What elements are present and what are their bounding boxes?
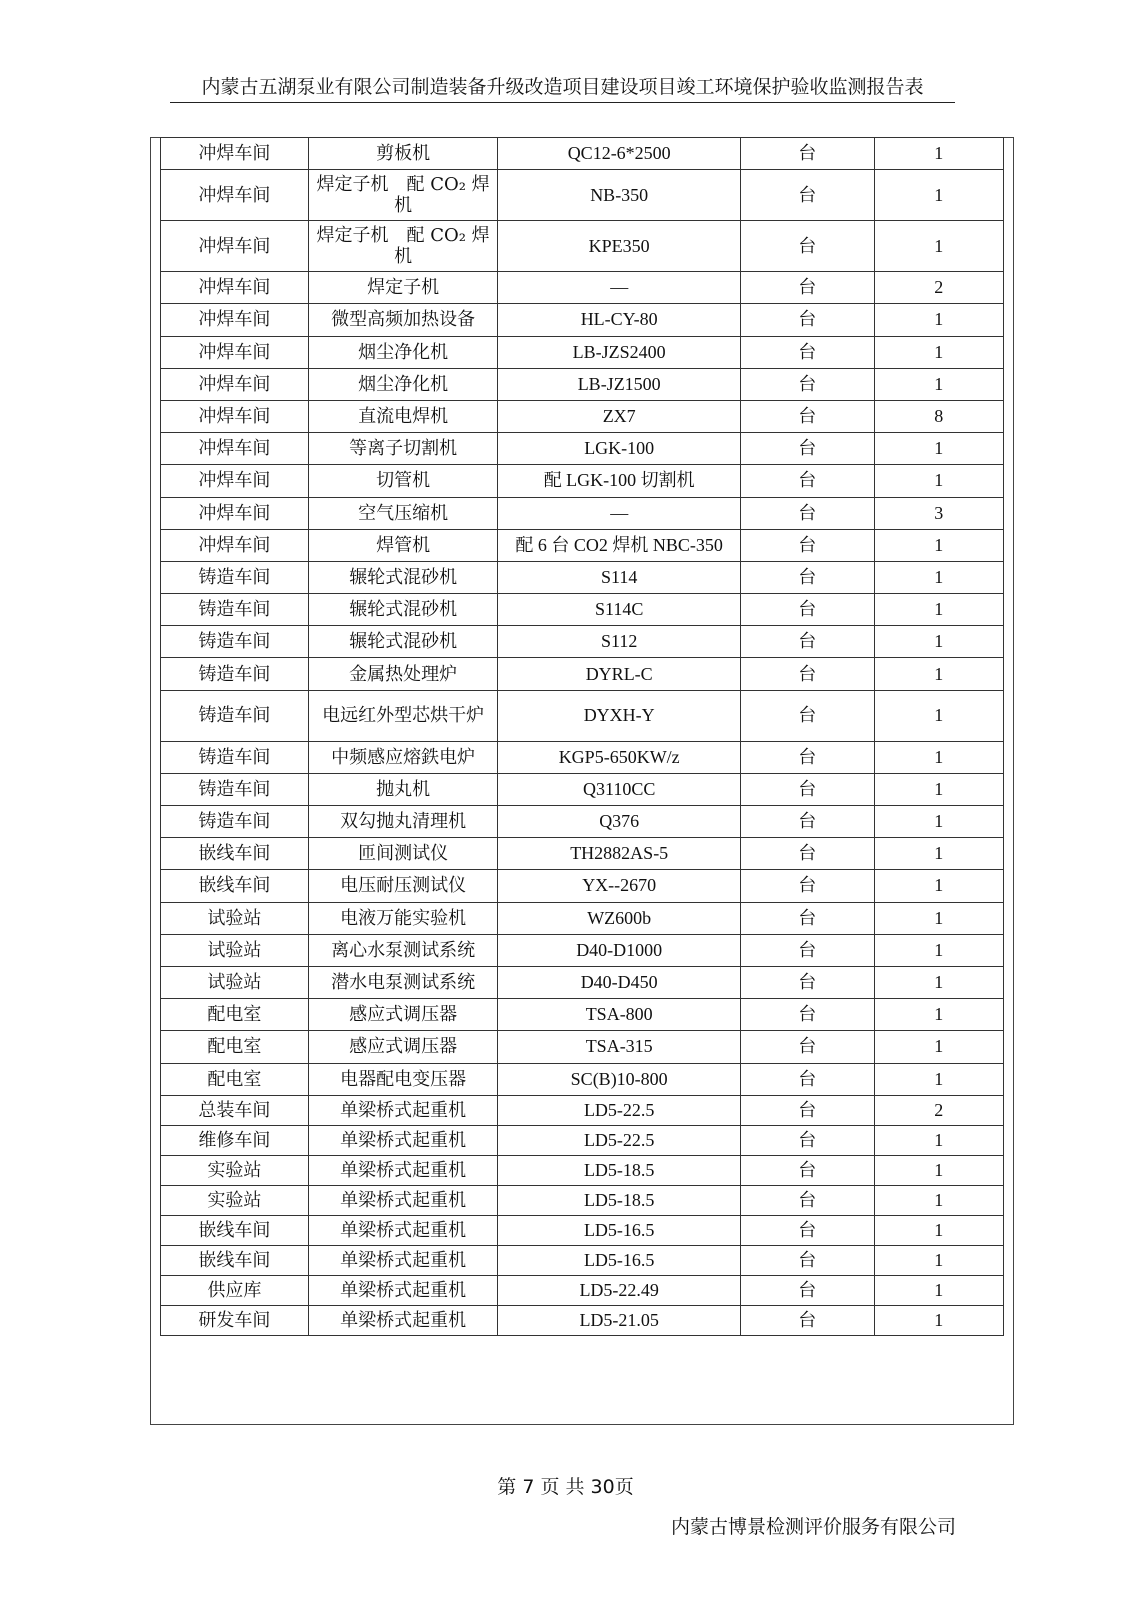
table-row: [161, 221, 1004, 272]
cell-unit: 台: [740, 934, 874, 966]
cell-quantity: 1: [874, 170, 1003, 221]
cell-equipment-name: 电压耐压测试仪: [308, 870, 498, 902]
cell-model: YX--2670: [498, 870, 741, 902]
cell-unit: 台: [740, 741, 874, 773]
cell-equipment-name: 焊管机: [308, 529, 498, 561]
table-row: [161, 806, 1004, 838]
cell-unit: 台: [740, 1031, 874, 1063]
table-row: [161, 433, 1004, 465]
cell-model: 配 LGK-100 切割机: [498, 465, 741, 497]
cell-quantity: 3: [874, 497, 1003, 529]
cell-workshop: 嵌线车间: [161, 1215, 309, 1245]
header-rule: [170, 102, 955, 103]
cell-unit: 台: [740, 336, 874, 368]
cell-workshop: 冲焊车间: [161, 272, 309, 304]
cell-quantity: 2: [874, 272, 1003, 304]
cell-equipment-name: 电远红外型芯烘干炉: [308, 690, 498, 741]
cell-model: LD5-21.05: [498, 1305, 741, 1335]
cell-unit: 台: [740, 170, 874, 221]
cell-equipment-name: 单梁桥式起重机: [308, 1155, 498, 1185]
cell-quantity: 1: [874, 966, 1003, 998]
cell-workshop: 铸造车间: [161, 741, 309, 773]
cell-model: QC12-6*2500: [498, 138, 741, 170]
cell-model: LGK-100: [498, 433, 741, 465]
cell-quantity: 1: [874, 368, 1003, 400]
cell-model: S112: [498, 626, 741, 658]
cell-equipment-name: 烟尘净化机: [308, 336, 498, 368]
table-row: [161, 741, 1004, 773]
cell-quantity: 1: [874, 838, 1003, 870]
cell-model: LD5-22.5: [498, 1125, 741, 1155]
cell-equipment-name: 电液万能实验机: [308, 902, 498, 934]
cell-workshop: 配电室: [161, 1063, 309, 1095]
cell-model: TSA-800: [498, 999, 741, 1031]
cell-equipment-name: 辗轮式混砂机: [308, 561, 498, 593]
cell-unit: 台: [740, 529, 874, 561]
cell-workshop: 冲焊车间: [161, 368, 309, 400]
cell-workshop: 实验站: [161, 1185, 309, 1215]
cell-equipment-name: 单梁桥式起重机: [308, 1185, 498, 1215]
equipment-table: [160, 137, 1004, 1336]
cell-quantity: 1: [874, 1125, 1003, 1155]
cell-workshop: 冲焊车间: [161, 433, 309, 465]
table-row: [161, 272, 1004, 304]
table-row: [161, 1275, 1004, 1305]
cell-workshop: 冲焊车间: [161, 221, 309, 272]
cell-quantity: 1: [874, 626, 1003, 658]
table-row: [161, 529, 1004, 561]
cell-equipment-name: 烟尘净化机: [308, 368, 498, 400]
cell-workshop: 供应库: [161, 1275, 309, 1305]
equipment-table-body: [161, 138, 1004, 1336]
cell-unit: 台: [740, 368, 874, 400]
cell-quantity: 1: [874, 1245, 1003, 1275]
cell-equipment-name: 离心水泵测试系统: [308, 934, 498, 966]
table-row: [161, 400, 1004, 432]
cell-equipment-name: 切管机: [308, 465, 498, 497]
cell-equipment-name: 匝间测试仪: [308, 838, 498, 870]
page-number: 第 7 页 共 30页: [497, 1476, 634, 1498]
cell-model: LD5-16.5: [498, 1215, 741, 1245]
cell-quantity: 1: [874, 138, 1003, 170]
cell-workshop: 嵌线车间: [161, 838, 309, 870]
cell-unit: 台: [740, 1245, 874, 1275]
cell-equipment-name: 空气压缩机: [308, 497, 498, 529]
cell-unit: 台: [740, 999, 874, 1031]
table-row: [161, 368, 1004, 400]
cell-workshop: 试验站: [161, 966, 309, 998]
table-row: [161, 838, 1004, 870]
cell-workshop: 实验站: [161, 1155, 309, 1185]
cell-workshop: 试验站: [161, 902, 309, 934]
cell-unit: 台: [740, 594, 874, 626]
cell-workshop: 配电室: [161, 1031, 309, 1063]
cell-model: 配 6 台 CO2 焊机 NBC-350: [498, 529, 741, 561]
cell-equipment-name: 辗轮式混砂机: [308, 594, 498, 626]
cell-model: LD5-18.5: [498, 1185, 741, 1215]
cell-quantity: 1: [874, 741, 1003, 773]
cell-model: NB-350: [498, 170, 741, 221]
cell-model: D40-D1000: [498, 934, 741, 966]
table-row: [161, 594, 1004, 626]
cell-unit: 台: [740, 773, 874, 805]
cell-model: D40-D450: [498, 966, 741, 998]
table-row: [161, 934, 1004, 966]
table-row: [161, 658, 1004, 690]
cell-quantity: 1: [874, 221, 1003, 272]
table-row: [161, 561, 1004, 593]
cell-quantity: 1: [874, 304, 1003, 336]
cell-quantity: 1: [874, 336, 1003, 368]
cell-equipment-name: 剪板机: [308, 138, 498, 170]
cell-equipment-name: 直流电焊机: [308, 400, 498, 432]
cell-model: DYRL-C: [498, 658, 741, 690]
table-row: [161, 626, 1004, 658]
cell-workshop: 配电室: [161, 999, 309, 1031]
cell-unit: 台: [740, 1215, 874, 1245]
cell-workshop: 冲焊车间: [161, 170, 309, 221]
cell-unit: 台: [740, 433, 874, 465]
cell-unit: 台: [740, 626, 874, 658]
cell-workshop: 铸造车间: [161, 658, 309, 690]
cell-equipment-name: 微型高频加热设备: [308, 304, 498, 336]
cell-quantity: 2: [874, 1095, 1003, 1125]
table-row: [161, 1245, 1004, 1275]
cell-model: —: [498, 272, 741, 304]
cell-equipment-name: 焊定子机: [308, 272, 498, 304]
cell-unit: 台: [740, 497, 874, 529]
cell-unit: 台: [740, 138, 874, 170]
cell-equipment-name: 潜水电泵测试系统: [308, 966, 498, 998]
cell-workshop: 研发车间: [161, 1305, 309, 1335]
table-row: [161, 773, 1004, 805]
cell-unit: 台: [740, 1125, 874, 1155]
cell-unit: 台: [740, 304, 874, 336]
cell-model: LB-JZS2400: [498, 336, 741, 368]
cell-quantity: 8: [874, 400, 1003, 432]
cell-equipment-name: 双勾抛丸清理机: [308, 806, 498, 838]
cell-model: LD5-22.49: [498, 1275, 741, 1305]
cell-workshop: 铸造车间: [161, 806, 309, 838]
cell-quantity: 1: [874, 1305, 1003, 1335]
cell-model: TSA-315: [498, 1031, 741, 1063]
cell-workshop: 冲焊车间: [161, 336, 309, 368]
cell-equipment-name: 抛丸机: [308, 773, 498, 805]
cell-quantity: 1: [874, 433, 1003, 465]
cell-model: KGP5-650KW/z: [498, 741, 741, 773]
cell-equipment-name: 中频感应熔鉄电炉: [308, 741, 498, 773]
cell-workshop: 冲焊车间: [161, 465, 309, 497]
table-row: [161, 1031, 1004, 1063]
cell-quantity: 1: [874, 870, 1003, 902]
cell-unit: 台: [740, 806, 874, 838]
cell-equipment-name: 感应式调压器: [308, 1031, 498, 1063]
cell-workshop: 嵌线车间: [161, 870, 309, 902]
cell-model: ZX7: [498, 400, 741, 432]
cell-unit: 台: [740, 1063, 874, 1095]
cell-equipment-name: 单梁桥式起重机: [308, 1125, 498, 1155]
company-name: 内蒙古博景检测评价服务有限公司: [670, 1516, 956, 1538]
table-row: [161, 1063, 1004, 1095]
cell-model: HL-CY-80: [498, 304, 741, 336]
table-row: [161, 999, 1004, 1031]
table-row: [161, 690, 1004, 741]
cell-quantity: 1: [874, 1063, 1003, 1095]
cell-quantity: 1: [874, 902, 1003, 934]
cell-quantity: 1: [874, 529, 1003, 561]
cell-quantity: 1: [874, 806, 1003, 838]
table-row: [161, 1125, 1004, 1155]
cell-workshop: 维修车间: [161, 1125, 309, 1155]
cell-workshop: 铸造车间: [161, 773, 309, 805]
cell-quantity: 1: [874, 999, 1003, 1031]
cell-quantity: 1: [874, 1031, 1003, 1063]
cell-unit: 台: [740, 690, 874, 741]
cell-model: S114C: [498, 594, 741, 626]
cell-model: S114: [498, 561, 741, 593]
table-row: [161, 465, 1004, 497]
table-row: [161, 138, 1004, 170]
cell-unit: 台: [740, 465, 874, 497]
cell-model: WZ600b: [498, 902, 741, 934]
cell-quantity: 1: [874, 465, 1003, 497]
cell-quantity: 1: [874, 690, 1003, 741]
cell-unit: 台: [740, 838, 874, 870]
table-row: [161, 304, 1004, 336]
table-row: [161, 870, 1004, 902]
cell-workshop: 总装车间: [161, 1095, 309, 1125]
cell-quantity: 1: [874, 1275, 1003, 1305]
cell-equipment-name: 单梁桥式起重机: [308, 1215, 498, 1245]
table-row: [161, 497, 1004, 529]
cell-workshop: 铸造车间: [161, 626, 309, 658]
cell-equipment-name: 辗轮式混砂机: [308, 626, 498, 658]
table-row: [161, 1095, 1004, 1125]
cell-quantity: 1: [874, 1185, 1003, 1215]
cell-model: DYXH-Y: [498, 690, 741, 741]
cell-workshop: 冲焊车间: [161, 497, 309, 529]
cell-equipment-name: 单梁桥式起重机: [308, 1275, 498, 1305]
cell-equipment-name: 焊定子机 配 CO₂ 焊机: [308, 170, 498, 221]
table-row: [161, 170, 1004, 221]
cell-workshop: 嵌线车间: [161, 1245, 309, 1275]
cell-unit: 台: [740, 400, 874, 432]
cell-unit: 台: [740, 1305, 874, 1335]
cell-workshop: 冲焊车间: [161, 304, 309, 336]
table-row: [161, 336, 1004, 368]
cell-unit: 台: [740, 561, 874, 593]
cell-quantity: 1: [874, 594, 1003, 626]
cell-workshop: 铸造车间: [161, 594, 309, 626]
cell-model: TH2882AS-5: [498, 838, 741, 870]
cell-quantity: 1: [874, 1155, 1003, 1185]
cell-model: LB-JZ1500: [498, 368, 741, 400]
table-row: [161, 1185, 1004, 1215]
cell-model: —: [498, 497, 741, 529]
cell-unit: 台: [740, 1275, 874, 1305]
cell-unit: 台: [740, 1155, 874, 1185]
cell-quantity: 1: [874, 1215, 1003, 1245]
cell-quantity: 1: [874, 561, 1003, 593]
cell-unit: 台: [740, 966, 874, 998]
cell-workshop: 铸造车间: [161, 690, 309, 741]
cell-equipment-name: 单梁桥式起重机: [308, 1095, 498, 1125]
cell-workshop: 铸造车间: [161, 561, 309, 593]
table-row: [161, 902, 1004, 934]
cell-equipment-name: 感应式调压器: [308, 999, 498, 1031]
cell-model: LD5-18.5: [498, 1155, 741, 1185]
cell-model: Q376: [498, 806, 741, 838]
cell-workshop: 试验站: [161, 934, 309, 966]
cell-workshop: 冲焊车间: [161, 138, 309, 170]
cell-workshop: 冲焊车间: [161, 400, 309, 432]
cell-equipment-name: 电器配电变压器: [308, 1063, 498, 1095]
cell-equipment-name: 单梁桥式起重机: [308, 1245, 498, 1275]
cell-model: LD5-16.5: [498, 1245, 741, 1275]
cell-unit: 台: [740, 1095, 874, 1125]
cell-equipment-name: 金属热处理炉: [308, 658, 498, 690]
cell-model: KPE350: [498, 221, 741, 272]
cell-equipment-name: 等离子切割机: [308, 433, 498, 465]
cell-workshop: 冲焊车间: [161, 529, 309, 561]
cell-quantity: 1: [874, 773, 1003, 805]
cell-unit: 台: [740, 658, 874, 690]
cell-unit: 台: [740, 902, 874, 934]
table-row: [161, 966, 1004, 998]
cell-unit: 台: [740, 870, 874, 902]
page-header-title: 内蒙古五湖泵业有限公司制造装备升级改造项目建设项目竣工环境保护验收监测报告表: [201, 76, 924, 98]
cell-equipment-name: 焊定子机 配 CO₂ 焊机: [308, 221, 498, 272]
cell-unit: 台: [740, 221, 874, 272]
cell-equipment-name: 单梁桥式起重机: [308, 1305, 498, 1335]
table-row: [161, 1215, 1004, 1245]
table-row: [161, 1155, 1004, 1185]
cell-quantity: 1: [874, 934, 1003, 966]
cell-unit: 台: [740, 1185, 874, 1215]
cell-model: Q3110CC: [498, 773, 741, 805]
table-row: [161, 1305, 1004, 1335]
cell-quantity: 1: [874, 658, 1003, 690]
cell-model: LD5-22.5: [498, 1095, 741, 1125]
cell-model: SC(B)10-800: [498, 1063, 741, 1095]
cell-unit: 台: [740, 272, 874, 304]
